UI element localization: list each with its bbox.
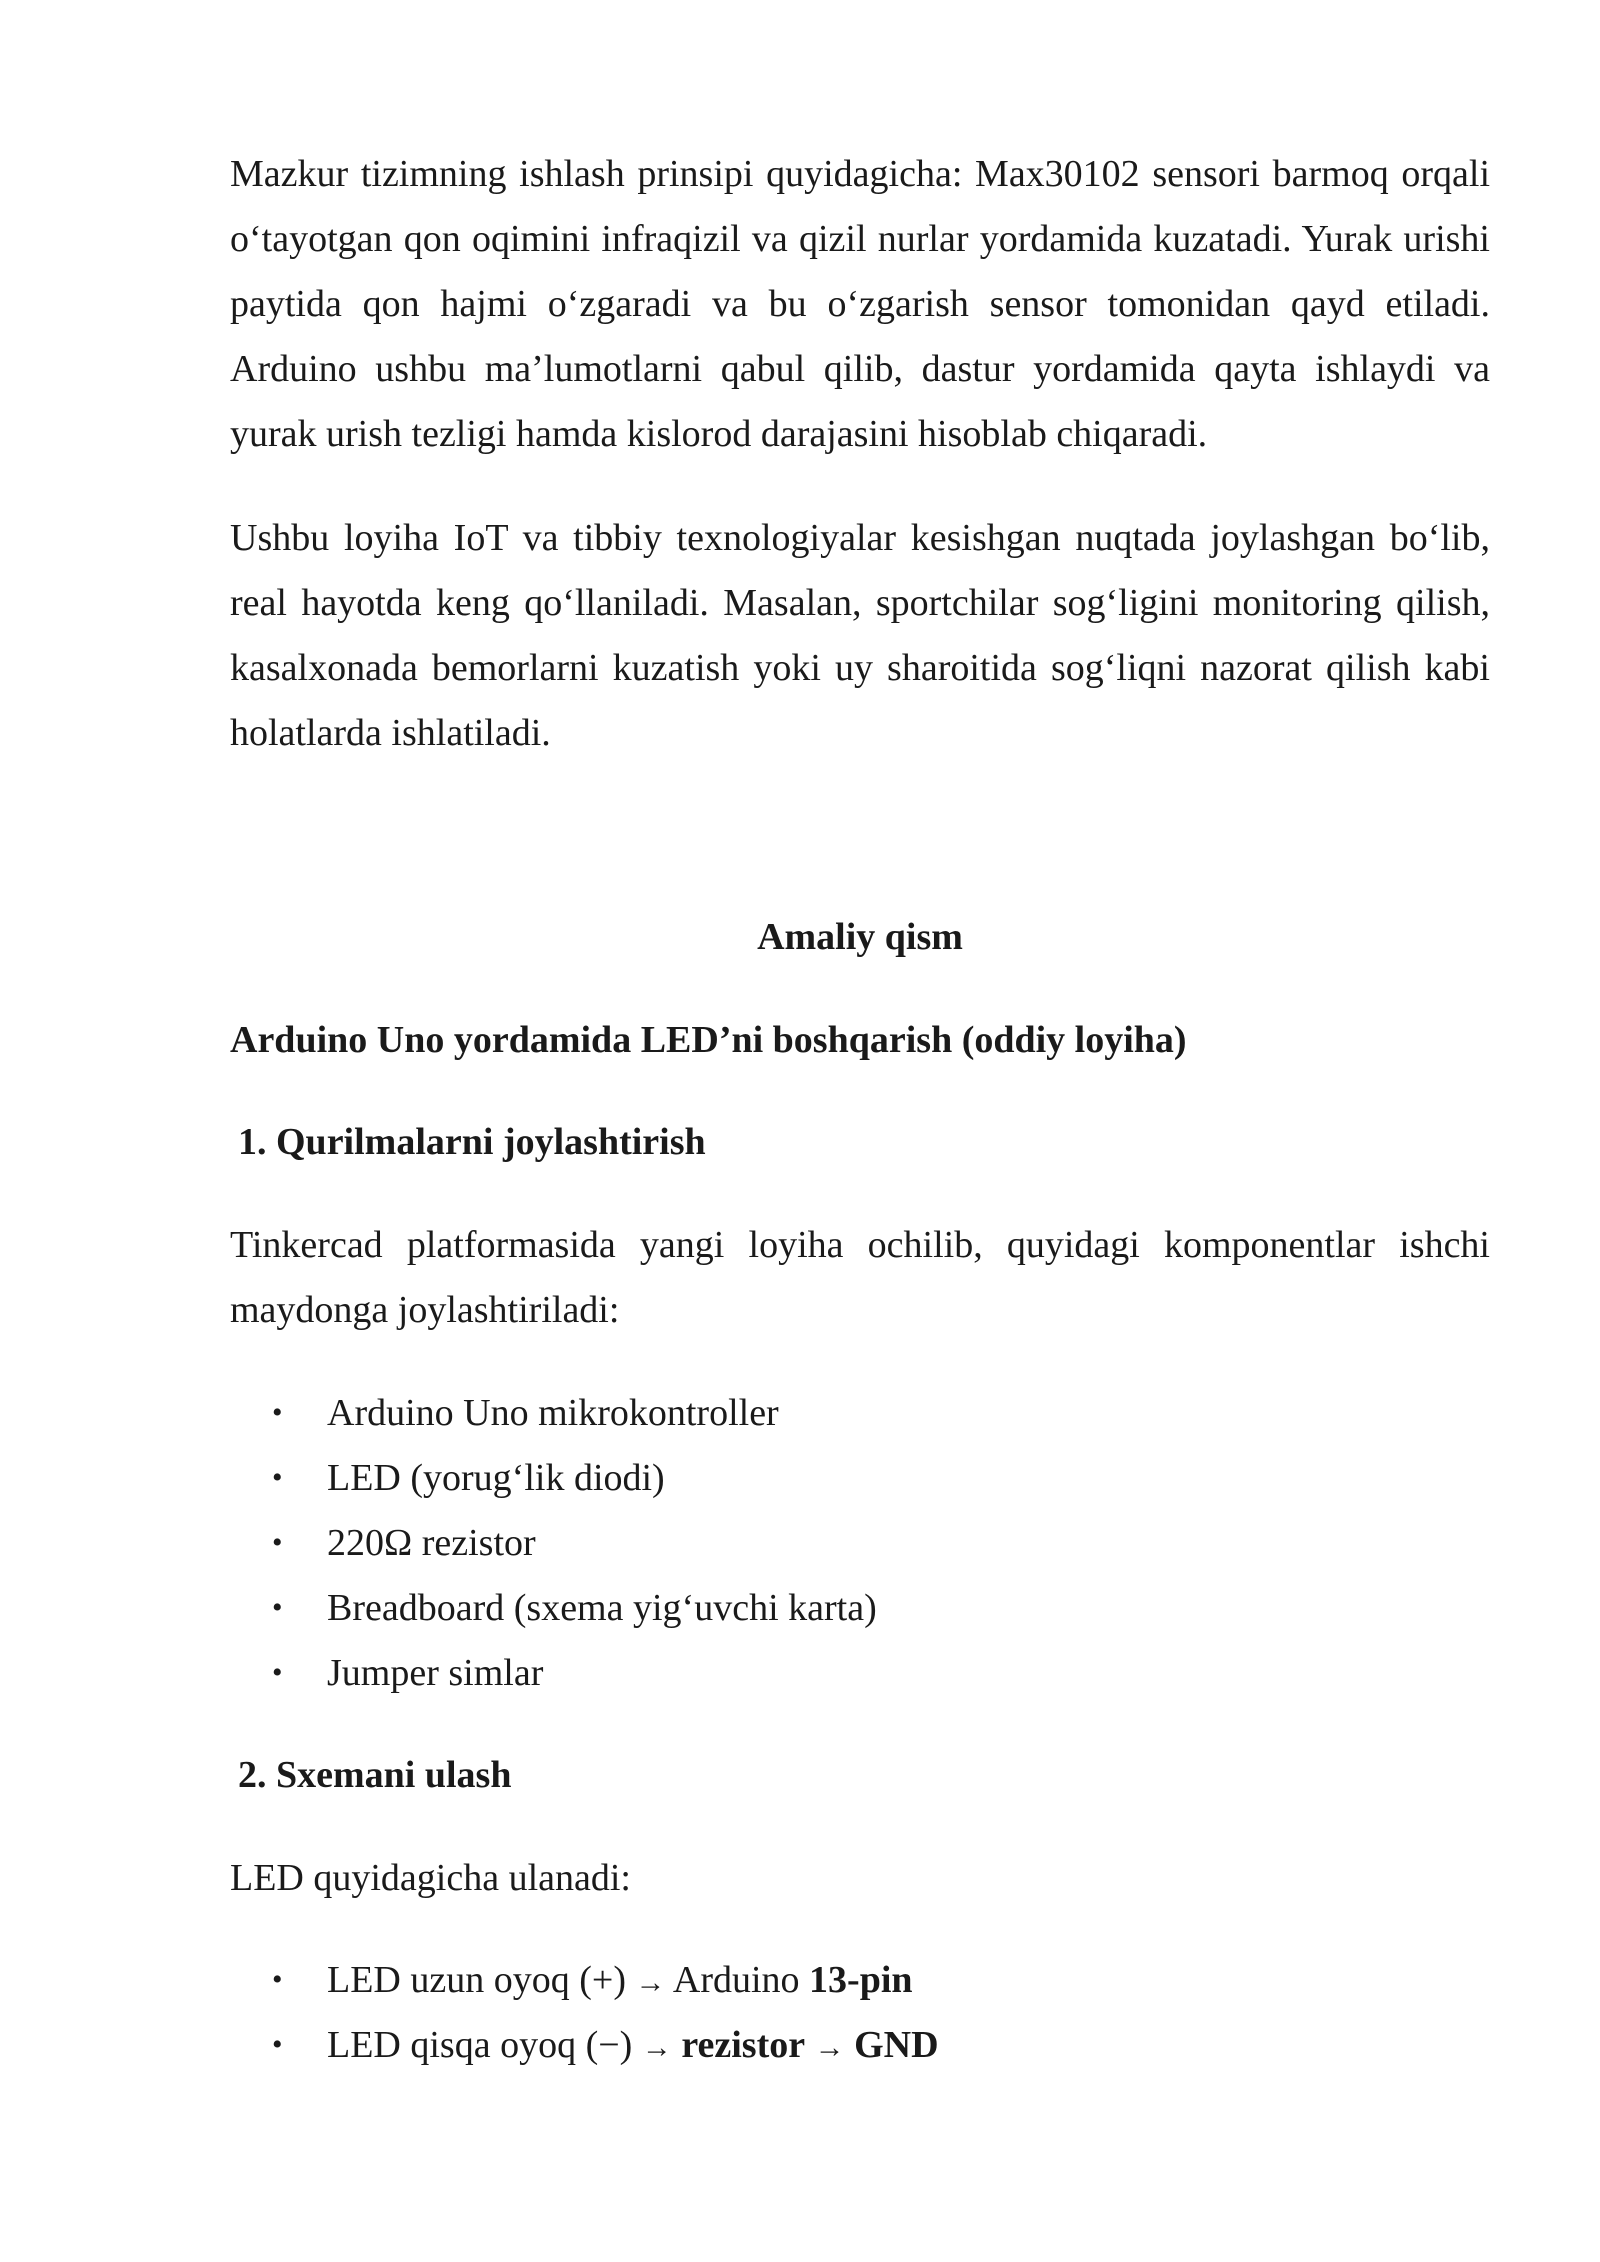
bullet-icon: •: [272, 1396, 283, 1429]
connection-2-part-a: LED qisqa oyoq (−): [327, 2024, 633, 2066]
bullet-icon: •: [272, 1526, 283, 1559]
list-item-text: Arduino Uno mikrokontroller: [327, 1392, 779, 1434]
bullet-icon: •: [272, 1461, 283, 1494]
bullet-icon: •: [272, 1656, 283, 1689]
bullet-icon: •: [272, 2028, 283, 2061]
step1-paragraph: Tinkercad platformasida yangi loyiha ochilib, quyidagi komponentlar ishchi maydonga joylashtiriladi:: [230, 1224, 1490, 1331]
connection-1-part-c: 13-pin: [809, 1959, 913, 2001]
list-item-text: 220Ω rezistor: [327, 1522, 536, 1564]
arrow-right-icon: →: [635, 1966, 666, 1999]
connection-1-part-b: Arduino: [672, 1959, 800, 2001]
project-title: Arduino Uno yordamida LED’ni boshqarish (oddiy loyiha): [230, 1019, 1187, 1061]
list-item-text: Jumper simlar: [327, 1652, 544, 1694]
list-item-text: LED (yorug‘lik diodi): [327, 1457, 665, 1499]
intro-paragraph-2: Ushbu loyiha IoT va tibbiy texnologiyalar kesishgan nuqtada joylashgan bo‘lib, real hayotda keng qo‘llaniladi. Masalan, sportchilar sog‘ligini monitoring qilish, kasalxonada bemorlarni kuzatish yoki uy sharoitida sog‘liqni nazorat qilish kabi holatlarda ishlatiladi.: [230, 517, 1490, 754]
bullet-icon: •: [272, 1963, 283, 1996]
step2-paragraph: LED quyidagicha ulanadi:: [230, 1857, 631, 1899]
connection-2-part-b: rezistor: [681, 2024, 806, 2066]
step1-heading: 1. Qurilmalarni joylashtirish: [238, 1121, 706, 1163]
connection-1-part-a: LED uzun oyoq (+): [327, 1959, 626, 2001]
arrow-right-icon: →: [641, 2031, 672, 2064]
list-item-text: [327, 2020, 939, 2073]
section-title: Amaliy qism: [757, 916, 963, 958]
step2-heading: 2. Sxemani ulash: [238, 1754, 512, 1796]
intro-paragraph-1: Mazkur tizimning ishlash prinsipi quyidagicha: Max30102 sensori barmoq orqali o‘tayotgan qon oqimini infraqizil va qizil nurlar yordamida kuzatadi. Yurak urishi paytida qon hajmi o‘zgaradi va bu o‘zgarish sensor tomonidan qayd etiladi. Arduino ushbu ma’lumotlarni qabul qilib, dastur yordamida qayta ishlaydi va yurak urish tezligi hamda kislorod darajasini hisoblab chiqaradi.: [230, 153, 1490, 455]
bullet-icon: •: [272, 1591, 283, 1624]
arrow-right-icon: →: [814, 2031, 845, 2064]
list-item-text: [327, 1955, 913, 2008]
list-item-text: Breadboard (sxema yig‘uvchi karta): [327, 1587, 877, 1629]
connection-2-part-c: GND: [854, 2024, 939, 2066]
